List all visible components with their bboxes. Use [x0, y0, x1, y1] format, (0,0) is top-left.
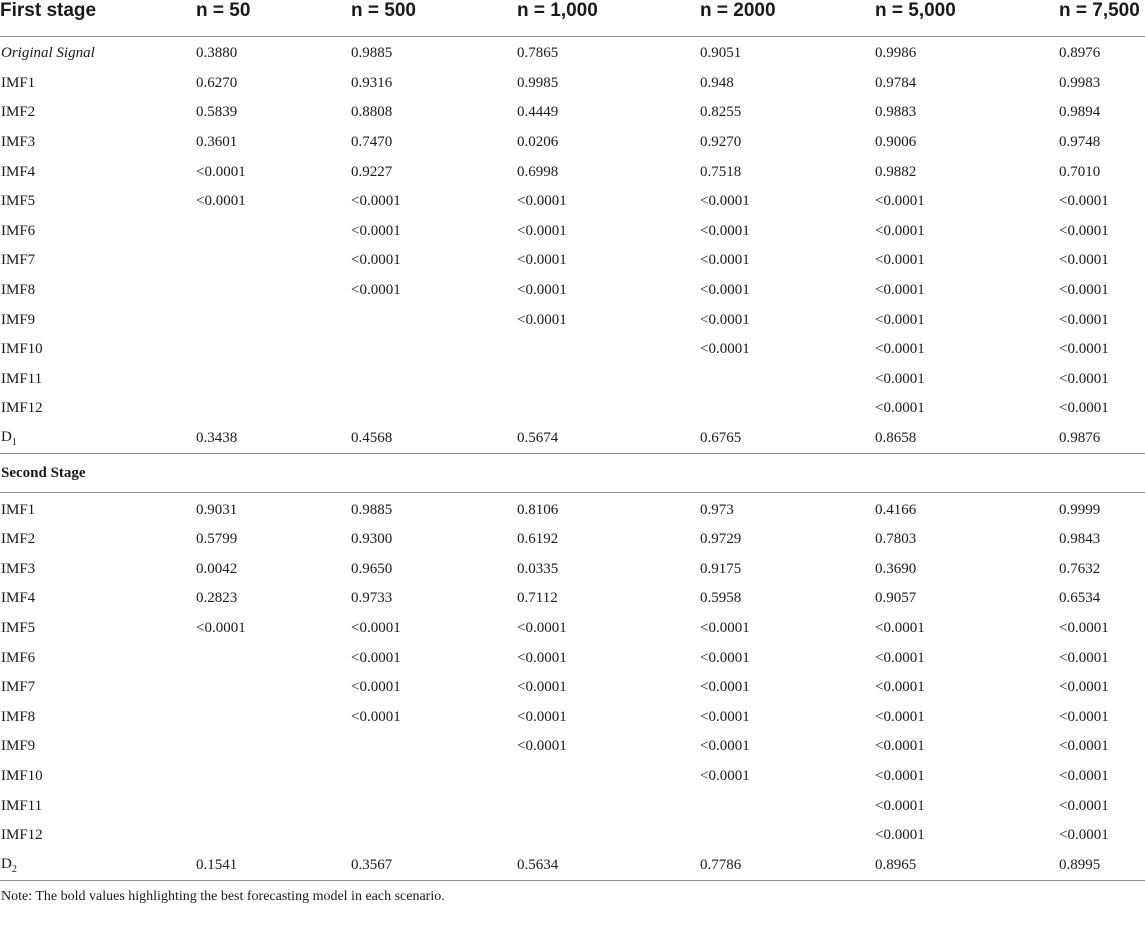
row-label-text: IMF3 — [1, 560, 36, 577]
table-cell: <0.0001 — [875, 767, 925, 784]
table-cell: 0.9729 — [700, 531, 742, 548]
table-cell: <0.0001 — [351, 193, 401, 210]
row-label-text: IMF3 — [1, 134, 36, 151]
table-cell: <0.0001 — [351, 282, 401, 299]
table-cell: <0.0001 — [351, 679, 401, 696]
table-cell: <0.0001 — [1059, 679, 1109, 696]
row-label-text: IMF10 — [1, 341, 43, 358]
table-cell — [196, 762, 351, 792]
table-row — [0, 365, 1145, 395]
table-cell — [196, 791, 351, 821]
table-cell — [351, 365, 517, 395]
table-cell: <0.0001 — [1059, 827, 1109, 844]
first-stage-body — [0, 37, 1145, 454]
row-label — [0, 365, 196, 395]
row-label-text: IMF11 — [1, 797, 43, 814]
table-cell: <0.0001 — [1059, 370, 1109, 387]
row-label-text: D — [1, 429, 12, 446]
row-label — [0, 217, 196, 247]
table-cell — [700, 821, 875, 851]
row-label — [0, 37, 196, 69]
row-label-text: IMF6 — [1, 222, 36, 239]
table-cell: 0.9894 — [1059, 104, 1101, 121]
table-cell: 0.948 — [700, 74, 734, 91]
second-stage-title: Second Stage — [0, 454, 1145, 493]
table-cell: <0.0001 — [351, 649, 401, 666]
table-cell: <0.0001 — [517, 252, 567, 269]
table-cell — [196, 394, 351, 424]
table-cell: 0.8808 — [351, 104, 393, 121]
table-cell: <0.0001 — [700, 708, 750, 725]
table-row — [0, 217, 1145, 247]
table-cell — [700, 791, 875, 821]
table-cell: 0.5674 — [517, 430, 559, 447]
table-cell: 0.0206 — [517, 134, 559, 151]
table-cell — [700, 365, 875, 395]
row-label-text: IMF12 — [1, 400, 43, 417]
row-label-text: IMF9 — [1, 738, 36, 755]
table-cell: 0.9650 — [351, 560, 393, 577]
table-cell: <0.0001 — [1059, 649, 1109, 666]
table-cell: 0.4568 — [351, 430, 393, 447]
table-row — [0, 555, 1145, 585]
table-row — [0, 673, 1145, 703]
row-label — [0, 187, 196, 217]
header-n-5000: n = 5,000 — [875, 0, 1059, 37]
table-cell: 0.3690 — [875, 560, 917, 577]
table-cell: <0.0001 — [700, 649, 750, 666]
table-cell: <0.0001 — [875, 193, 925, 210]
table-cell: 0.7786 — [700, 850, 875, 881]
table-cell: 0.9999 — [1059, 501, 1101, 518]
table-cell: <0.0001 — [351, 252, 401, 269]
table-cell — [517, 335, 700, 365]
table-cell: <0.0001 — [700, 767, 750, 784]
table-row — [0, 702, 1145, 732]
table-row — [0, 305, 1145, 335]
second-stage-section — [0, 454, 1145, 493]
row-label — [0, 791, 196, 821]
row-label-text: IMF2 — [1, 531, 36, 548]
table-cell: <0.0001 — [700, 341, 750, 358]
table-row — [0, 424, 1145, 454]
table-cell — [196, 335, 351, 365]
table-cell: <0.0001 — [700, 311, 750, 328]
table-cell: 0.8965 — [875, 850, 1059, 881]
table-cell — [517, 394, 700, 424]
row-label-text: IMF11 — [1, 370, 43, 387]
table-cell: <0.0001 — [1059, 341, 1109, 358]
table-cell: <0.0001 — [875, 619, 925, 636]
row-label-text: IMF9 — [1, 311, 36, 328]
table-cell: 0.6765 — [700, 430, 742, 447]
row-label — [0, 702, 196, 732]
table-row — [0, 69, 1145, 99]
table-cell — [196, 702, 351, 732]
table-cell: 0.9270 — [700, 134, 742, 151]
row-label — [0, 525, 196, 555]
table-cell: 0.5958 — [700, 590, 742, 607]
row-label — [0, 555, 196, 585]
row-label-text: IMF2 — [1, 104, 36, 121]
table-cell: <0.0001 — [875, 282, 925, 299]
table-cell — [196, 217, 351, 247]
table-cell: <0.0001 — [875, 400, 925, 417]
table-cell: <0.0001 — [700, 738, 750, 755]
table-cell: <0.0001 — [517, 222, 567, 239]
table-cell: 0.3880 — [196, 45, 238, 62]
table-cell: <0.0001 — [517, 679, 567, 696]
row-label-text: IMF4 — [1, 590, 36, 607]
table-cell — [351, 732, 517, 762]
table-cell: <0.0001 — [1059, 738, 1109, 755]
table-cell: 0.6192 — [517, 531, 559, 548]
table-cell: 0.8106 — [517, 501, 559, 518]
table-cell — [196, 276, 351, 306]
header-n-50: n = 50 — [196, 0, 351, 37]
row-label — [0, 69, 196, 99]
table-cell: 0.7470 — [351, 134, 393, 151]
table-cell: 0.0335 — [517, 560, 559, 577]
table-cell: 0.8255 — [700, 104, 742, 121]
table-cell: <0.0001 — [875, 222, 925, 239]
table-row — [0, 821, 1145, 851]
table-cell: 0.5634 — [517, 850, 700, 881]
table-cell: 0.4449 — [517, 104, 559, 121]
table-cell: <0.0001 — [1059, 797, 1109, 814]
row-label — [0, 335, 196, 365]
row-label — [0, 584, 196, 614]
row-label — [0, 732, 196, 762]
table-cell: <0.0001 — [517, 193, 567, 210]
table-cell: 0.9784 — [875, 74, 917, 91]
row-label — [0, 493, 196, 525]
table-row — [0, 850, 1145, 881]
table-row — [0, 335, 1145, 365]
row-label-text: IMF8 — [1, 282, 36, 299]
table-cell: 0.3438 — [196, 430, 238, 447]
table-cell: <0.0001 — [196, 193, 246, 210]
table-cell: 0.973 — [700, 501, 734, 518]
table-cell: 0.3567 — [351, 850, 517, 881]
table-cell — [196, 821, 351, 851]
table-cell: 0.9316 — [351, 74, 393, 91]
table-cell — [517, 762, 700, 792]
table-cell: <0.0001 — [875, 679, 925, 696]
table-cell: <0.0001 — [700, 222, 750, 239]
table-cell: <0.0001 — [1059, 193, 1109, 210]
table-cell: 0.9985 — [517, 74, 559, 91]
second-stage-body — [0, 493, 1145, 881]
table-cell: 0.7632 — [1059, 560, 1101, 577]
table-cell — [196, 673, 351, 703]
row-label — [0, 128, 196, 158]
row-label — [0, 157, 196, 187]
table-cell: 0.9006 — [875, 134, 917, 151]
table-cell: <0.0001 — [875, 827, 925, 844]
row-label — [0, 98, 196, 128]
row-label — [0, 305, 196, 335]
table-row — [0, 37, 1145, 69]
row-label — [0, 276, 196, 306]
table-cell: 0.9882 — [875, 163, 917, 180]
table-cell: 0.7010 — [1059, 163, 1101, 180]
table-cell: 0.5799 — [196, 531, 238, 548]
table-cell: 0.9876 — [1059, 430, 1101, 447]
table-cell: 0.9983 — [1059, 74, 1101, 91]
table-cell — [351, 394, 517, 424]
table-cell: 0.7112 — [517, 590, 558, 607]
table-cell: <0.0001 — [875, 370, 925, 387]
table-row — [0, 493, 1145, 525]
table-row — [0, 394, 1145, 424]
table-cell: <0.0001 — [351, 619, 401, 636]
table-cell: <0.0001 — [1059, 708, 1109, 725]
table-cell: 0.8995 — [1059, 850, 1145, 881]
table-cell — [517, 365, 700, 395]
table-cell: <0.0001 — [517, 738, 567, 755]
table-cell: 0.9885 — [351, 501, 393, 518]
row-label — [0, 614, 196, 644]
row-label-text: IMF5 — [1, 619, 36, 636]
table-cell: 0.9883 — [875, 104, 917, 121]
table-note: Note: The bold values highlighting the best forecasting model in each scenario. — [1, 889, 445, 905]
table-cell: 0.6534 — [1059, 590, 1101, 607]
table-cell: 0.9227 — [351, 163, 393, 180]
table-cell — [517, 791, 700, 821]
table-cell: 0.3601 — [196, 134, 238, 151]
table-cell — [196, 732, 351, 762]
table-cell: 0.5839 — [196, 104, 238, 121]
row-label-text: IMF8 — [1, 708, 36, 725]
table-cell: <0.0001 — [875, 311, 925, 328]
table-cell — [196, 246, 351, 276]
header-n-7500: n = 7,500 — [1059, 0, 1145, 37]
table-cell — [351, 821, 517, 851]
table-cell: <0.0001 — [700, 193, 750, 210]
table-cell: <0.0001 — [875, 797, 925, 814]
table-row — [0, 128, 1145, 158]
row-label-text: IMF1 — [1, 74, 36, 91]
table-cell: 0.8658 — [875, 430, 917, 447]
table-cell: <0.0001 — [196, 163, 246, 180]
table-cell: <0.0001 — [700, 282, 750, 299]
table-cell — [351, 762, 517, 792]
table-cell: 0.0042 — [196, 560, 238, 577]
table-cell: <0.0001 — [1059, 311, 1109, 328]
table-cell — [196, 643, 351, 673]
table-cell: <0.0001 — [517, 282, 567, 299]
table-cell: 0.7803 — [875, 531, 917, 548]
row-label — [0, 673, 196, 703]
table-cell — [517, 821, 700, 851]
table-cell: 0.2823 — [196, 590, 238, 607]
table-cell: <0.0001 — [351, 708, 401, 725]
table-cell: <0.0001 — [517, 311, 567, 328]
table-cell: <0.0001 — [700, 619, 750, 636]
table-cell — [700, 394, 875, 424]
table-cell: 0.8976 — [1059, 45, 1101, 62]
second-stage-header-row — [0, 454, 1145, 493]
table-row — [0, 157, 1145, 187]
table-cell: 0.9733 — [351, 590, 393, 607]
table-row — [0, 276, 1145, 306]
table-cell: 0.9986 — [875, 45, 917, 62]
row-label-text: IMF5 — [1, 193, 36, 210]
row-label — [0, 246, 196, 276]
table-row — [0, 98, 1145, 128]
table-cell: 0.4166 — [875, 501, 917, 518]
row-label — [0, 850, 196, 881]
table-cell: <0.0001 — [517, 649, 567, 666]
row-label-text: IMF4 — [1, 163, 36, 180]
table-row — [0, 187, 1145, 217]
table-cell: 0.9843 — [1059, 531, 1101, 548]
header-n-2000: n = 2000 — [700, 0, 875, 37]
table-cell — [351, 791, 517, 821]
table-cell: 0.9057 — [875, 590, 917, 607]
table-cell: 0.9175 — [700, 560, 742, 577]
row-label — [0, 762, 196, 792]
table-cell: 0.9051 — [700, 45, 742, 62]
table-cell: <0.0001 — [196, 619, 246, 636]
table-cell: 0.6998 — [517, 163, 559, 180]
header-n-1000: n = 1,000 — [517, 0, 700, 37]
table-row — [0, 643, 1145, 673]
table-cell: <0.0001 — [517, 708, 567, 725]
row-label-text: Original Signal — [1, 45, 95, 62]
table-row — [0, 614, 1145, 644]
table-cell: <0.0001 — [1059, 222, 1109, 239]
row-label — [0, 394, 196, 424]
table-cell: 0.7865 — [517, 45, 559, 62]
header-row — [0, 0, 1145, 37]
header-n-500: n = 500 — [351, 0, 517, 37]
table-cell — [196, 365, 351, 395]
table-cell: <0.0001 — [875, 649, 925, 666]
table-cell: <0.0001 — [875, 738, 925, 755]
table-cell: 0.7518 — [700, 163, 742, 180]
table-cell — [196, 305, 351, 335]
table-cell: 0.9748 — [1059, 134, 1101, 151]
table-cell: <0.0001 — [517, 619, 567, 636]
row-label-subscript: 1 — [11, 437, 17, 449]
row-label-text: IMF7 — [1, 679, 36, 696]
table-cell: 0.9300 — [351, 531, 393, 548]
row-label-text: D — [1, 855, 12, 872]
row-label-text: IMF7 — [1, 252, 36, 269]
row-label — [0, 643, 196, 673]
table-row — [0, 584, 1145, 614]
table-row — [0, 762, 1145, 792]
table-cell: 0.6270 — [196, 74, 238, 91]
row-label — [0, 821, 196, 851]
table-cell — [351, 335, 517, 365]
row-label — [0, 424, 196, 454]
table-cell: <0.0001 — [1059, 282, 1109, 299]
table-cell: <0.0001 — [1059, 252, 1109, 269]
table-cell: <0.0001 — [1059, 767, 1109, 784]
header-first-stage: First stage — [0, 0, 196, 37]
table-cell: <0.0001 — [700, 252, 750, 269]
table-cell: <0.0001 — [1059, 400, 1109, 417]
table-cell: <0.0001 — [875, 708, 925, 725]
row-label-text: IMF10 — [1, 767, 43, 784]
table-cell: <0.0001 — [700, 679, 750, 696]
row-label-text: IMF12 — [1, 827, 43, 844]
row-label-text: IMF1 — [1, 501, 36, 518]
row-label-text: IMF6 — [1, 649, 36, 666]
table-cell: <0.0001 — [351, 222, 401, 239]
table-cell — [351, 305, 517, 335]
table-cell: 0.1541 — [196, 850, 351, 881]
table-row — [0, 246, 1145, 276]
table-row — [0, 525, 1145, 555]
table-cell: <0.0001 — [1059, 619, 1109, 636]
table-cell: 0.9885 — [351, 45, 393, 62]
table-row — [0, 791, 1145, 821]
row-label-subscript: 2 — [11, 863, 17, 875]
table-row — [0, 732, 1145, 762]
table-cell: <0.0001 — [875, 252, 925, 269]
table-cell: 0.9031 — [196, 501, 238, 518]
table-cell: <0.0001 — [875, 341, 925, 358]
